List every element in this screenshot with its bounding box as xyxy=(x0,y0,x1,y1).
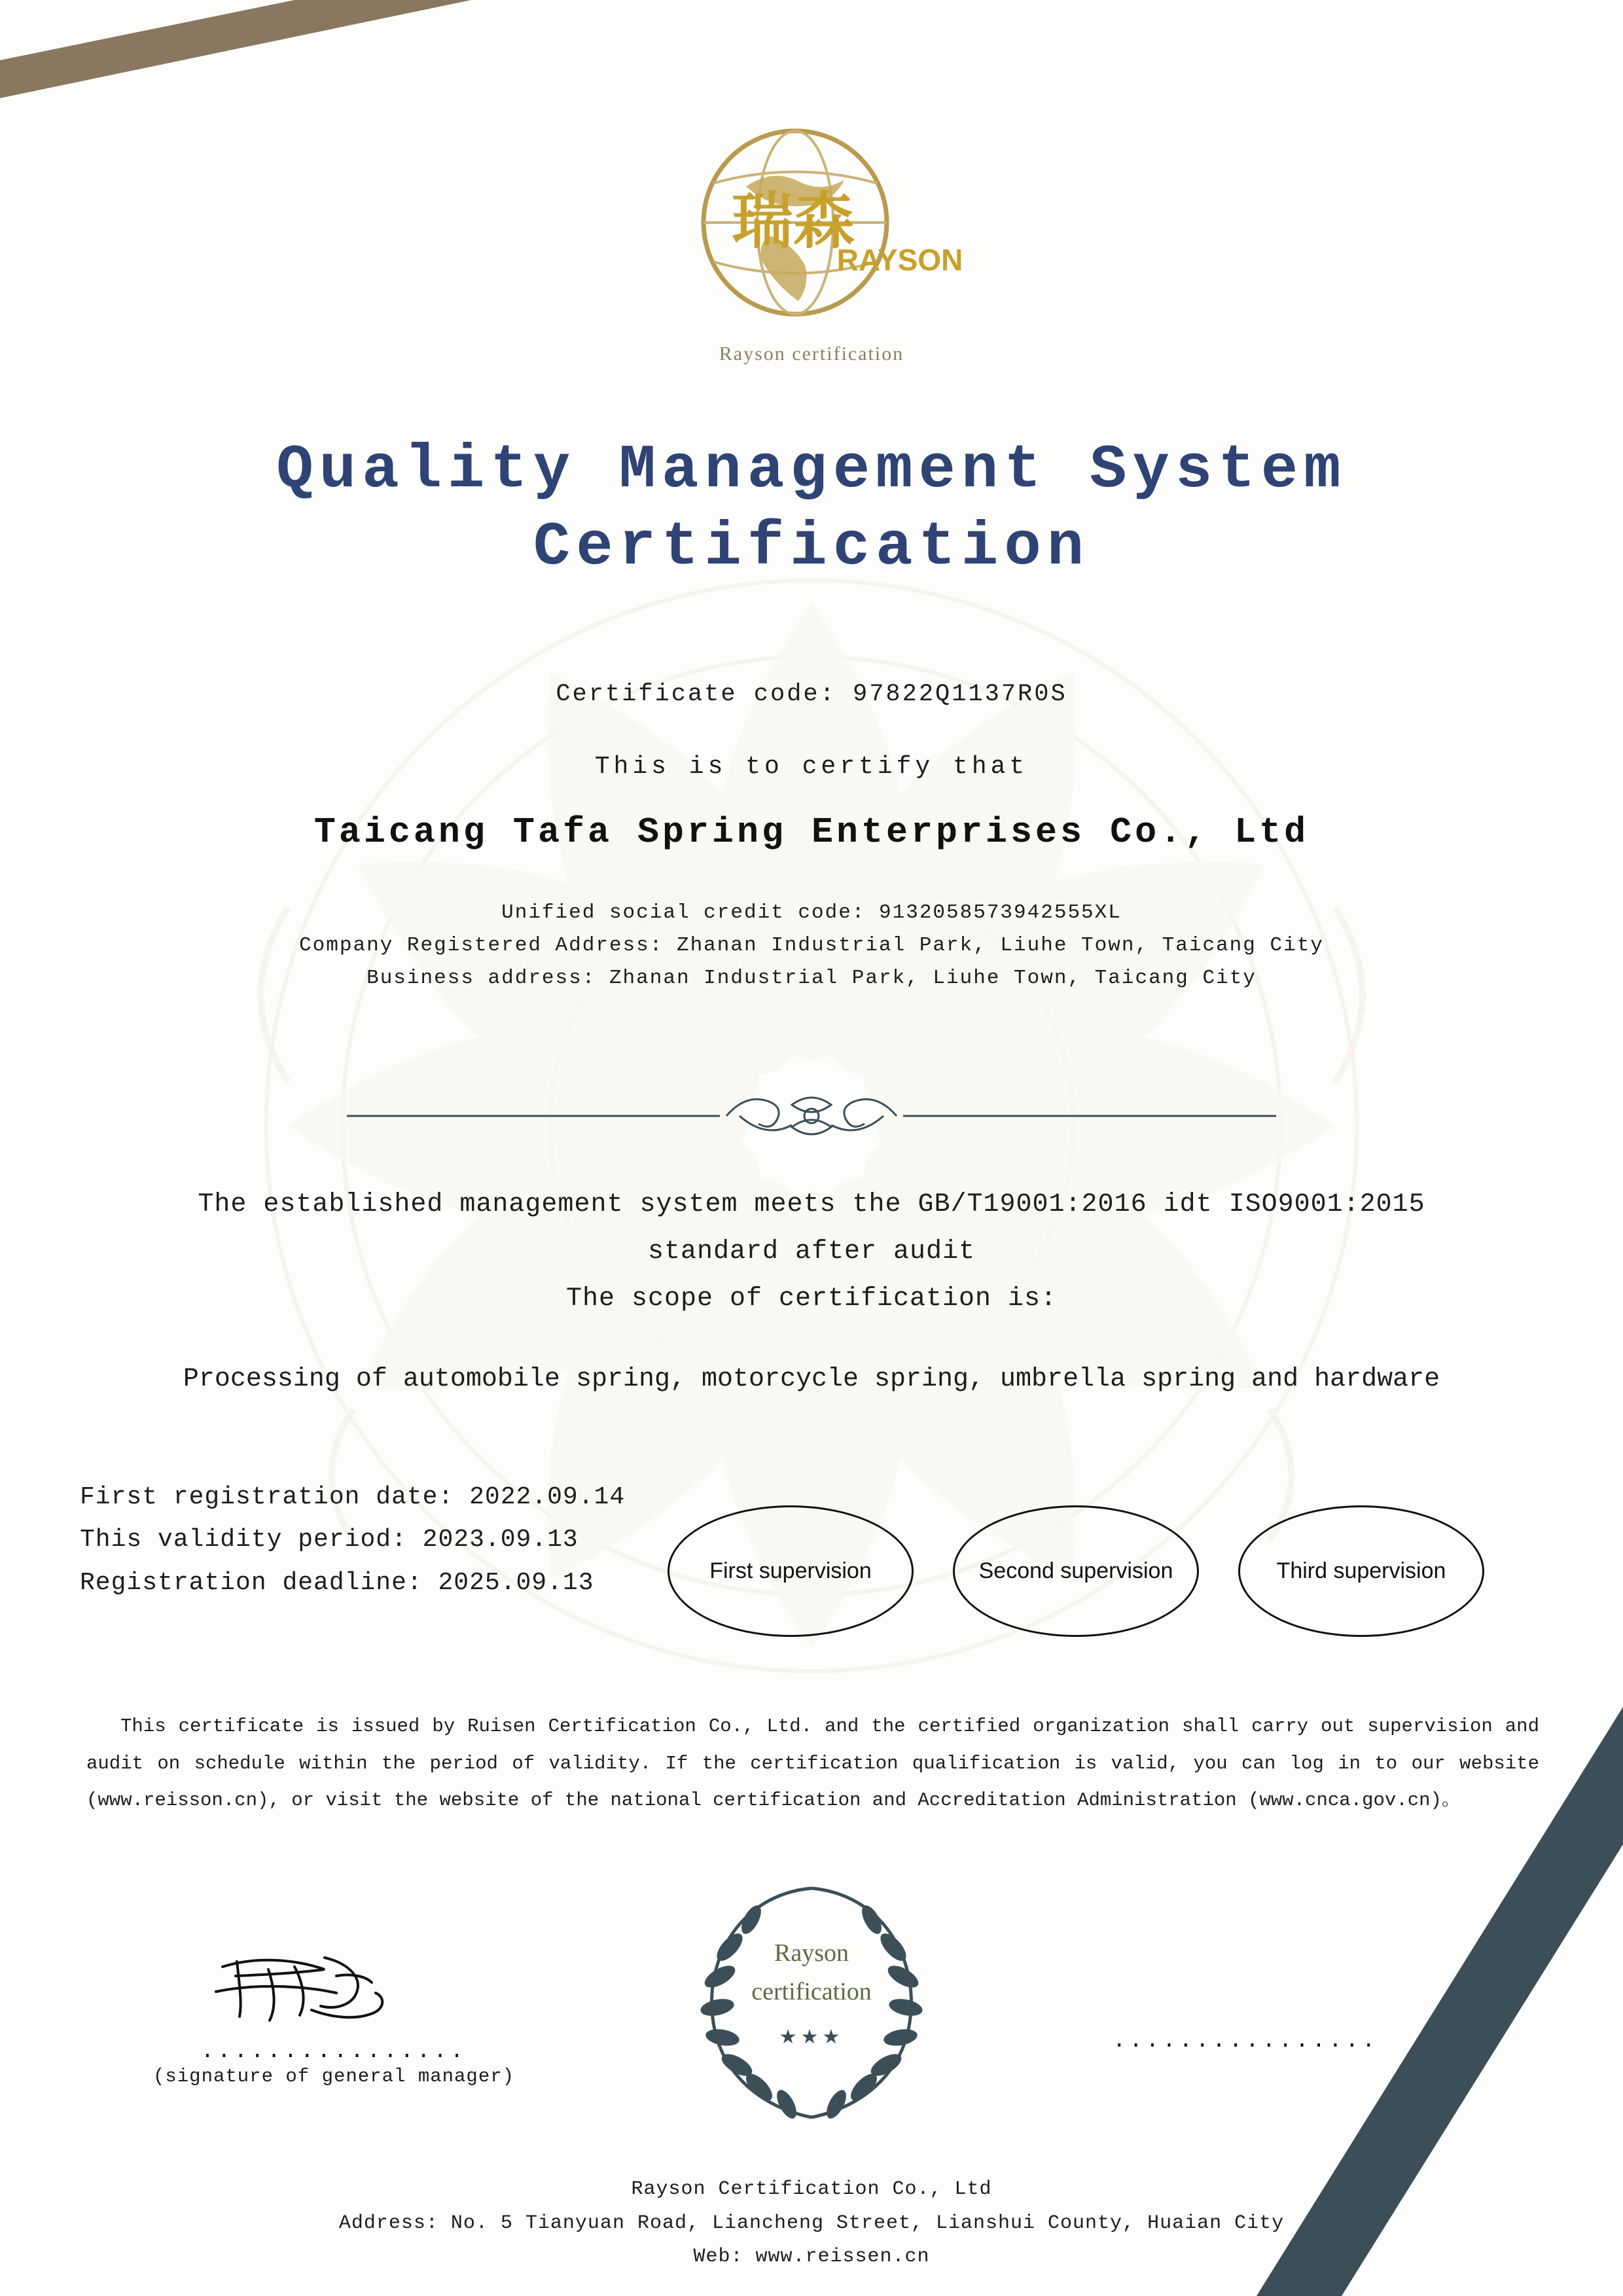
logo-english-text: RAYSON xyxy=(836,243,963,277)
supervision-third-label: Third supervision xyxy=(1276,1558,1446,1583)
seal-line1: Rayson xyxy=(774,1939,849,1967)
signature-block xyxy=(151,1947,517,2087)
statement-line1: The established management system meets the GB/T19001:2016 idt ISO9001:2015 xyxy=(198,1190,1425,1219)
handwritten-signature-icon xyxy=(196,1947,471,2032)
right-dotted-line: ................ xyxy=(1113,2029,1379,2054)
supervision-second-label: Second supervision xyxy=(978,1558,1173,1583)
globe-logo-icon xyxy=(641,121,982,331)
statement-line3: The scope of certification is: xyxy=(565,1284,1058,1314)
company-name: Taicang Tafa Spring Enterprises Co., Ltd xyxy=(313,812,1310,853)
certificate-code: Certificate code: 97822Q1137R0S xyxy=(556,681,1067,708)
page-title-line2: Certification xyxy=(533,513,1090,583)
footer-web: Web: www.reissen.cn xyxy=(693,2246,930,2269)
footnote-text: This certificate is issued by Ruisen Certification Co., Ltd. and the certified organization shall carry out supervision and audit on schedule within the period of validity. If the certification qualification is valid, you can log in to our website (www.reisson.cn), or visit the website of the national certification and Accreditation Administration (www.cnca.gov.cn)。 xyxy=(86,1715,1539,1812)
brand-logo xyxy=(0,121,1623,365)
registered-address: Company Registered Address: Zhanan Industrial Park, Liuhe Town, Taicang City xyxy=(299,934,1324,958)
divider-ornament xyxy=(334,1086,1289,1145)
seal-stars: ★★★ xyxy=(779,2026,844,2048)
validity-period: This validity period: 2023.09.13 xyxy=(80,1526,579,1554)
date-block xyxy=(80,1476,625,1604)
business-address: Business address: Zhanan Industrial Park, Liuhe Town, Taicang City xyxy=(366,967,1257,990)
certification-scope: Processing of automobile spring, motorcycle spring, umbrella spring and hardware xyxy=(183,1365,1440,1394)
first-registration-date: First registration date: 2022.09.14 xyxy=(80,1483,626,1511)
certify-intro: This is to certify that xyxy=(594,753,1029,781)
company-info xyxy=(0,897,1623,996)
logo-caption: Rayson certification xyxy=(719,343,904,365)
supervision-group xyxy=(668,1505,1484,1637)
seal-line2: certification xyxy=(751,1977,872,2005)
logo-chinese-text: 瑞森 xyxy=(731,188,855,256)
statement-line2: standard after audit xyxy=(647,1237,976,1266)
supervision-second xyxy=(953,1505,1199,1637)
supervision-first-label: First supervision xyxy=(709,1558,872,1583)
registration-deadline: Registration deadline: 2025.09.13 xyxy=(80,1568,594,1597)
signature-label: (signature of general manager) xyxy=(152,2066,515,2087)
supervision-first xyxy=(668,1505,914,1637)
seal-text xyxy=(668,1934,955,2011)
top-left-corner-inner xyxy=(0,0,294,60)
conformity-statement xyxy=(0,1181,1623,1323)
supervision-third xyxy=(1238,1505,1484,1637)
page-title xyxy=(0,432,1623,587)
footer-block xyxy=(0,2173,1623,2274)
page-title-line1: Quality Management System xyxy=(276,436,1347,505)
credit-code: Unified social credit code: 9132058573942555XL xyxy=(501,901,1122,924)
footer-address: Address: No. 5 Tianyuan Road, Liancheng Street, Lianshui County, Huaian City xyxy=(338,2212,1285,2234)
footer-company: Rayson Certification Co., Ltd xyxy=(631,2178,992,2200)
signature-dotted-line: ................ xyxy=(200,2039,467,2064)
